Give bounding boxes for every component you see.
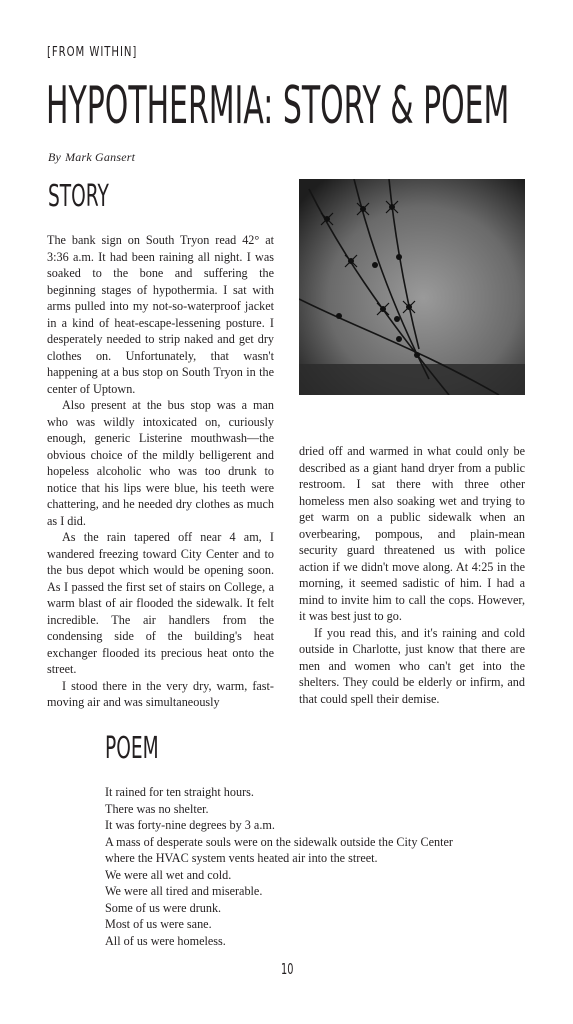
story-paragraph: dried off and warmed in what could only be described as a giant hand dryer from a public restroom. I sat there with three other homeless men also soaking wet and trying to get warm on a public sidewalk when an overbearing, pompous, and plain-mean security guard threatened us with police action if we didn't move along. At 4:25 in the morning, it seemed sadistic of him. I had a mind to invite him to call the cops. However, it was best just to go. — [299, 444, 525, 623]
poem-line: We were all tired and miserable. — [105, 884, 263, 898]
story-paragraph: As the rain tapered off near 4 am, I wandered freezing toward City Center and to the bus depot which would be opening soon. As I passed the first set of stairs on College, a warm blast of air flooded the sidewalk. It felt incredible. The air handlers from the condensing side of the building's heat exchanger flooded its precious heat onto the street. — [47, 530, 274, 676]
poem-line: Most of us were sane. — [105, 917, 212, 931]
page-number: 10 — [281, 960, 294, 978]
byline-prefix: By — [48, 150, 62, 164]
story-column-right — [299, 443, 525, 707]
story-paragraph: Also present at the bus stop was a man who was wildly intoxicated on, curiously enough, generic Listerine mouthwash—the obvious choice of the mildly belligerent and hopeless alcoholic who was too drunk to notice that his lips were blue, his teeth were chattering, and he needed dry clothes as much as I did. — [47, 398, 274, 528]
poem-line: where the HVAC system vents heated air into the street. — [105, 851, 378, 865]
section-kicker: [FROM WITHIN] — [47, 45, 138, 60]
story-paragraph: If you read this, and it's raining and cold outside in Charlotte, just know that there are men and women who can't get into the shelters. They could be elderly or infirm, and that could spell their demise. — [299, 625, 525, 706]
poem-line: It was forty-nine degrees by 3 a.m. — [105, 818, 275, 832]
barbed-wire-photo — [299, 179, 525, 395]
story-paragraph: The bank sign on South Tryon read 42° at 3:36 a.m. It had been raining all night. I was soaked to the bone and suffering the beginning stages of hypothermia. I sat with arms pulled into my not-so-waterproof jacket in a kind of heat-escape-lessening posture. I desperately needed to strip naked and get dry clothes on. Unfortunately, that wasn't happening at a bus stop on South Tryon in the center of Uptown. — [47, 233, 274, 396]
poem-line: All of us were homeless. — [105, 933, 226, 948]
poem-line: It rained for ten straight hours. — [105, 785, 254, 799]
poem-body — [105, 784, 453, 949]
byline — [48, 150, 135, 165]
poem-line: A mass of desperate souls were on the sidewalk outside the City Center — [105, 834, 453, 849]
story-paragraph: I stood there in the very dry, warm, fast-moving air and was simultaneously — [47, 678, 274, 709]
story-column-left — [47, 232, 274, 711]
article-title: HYPOTHERMIA: STORY & POEM — [46, 76, 510, 136]
poem-line: Some of us were drunk. — [105, 900, 222, 915]
poem-heading: POEM — [105, 731, 159, 766]
poem-line: We were all wet and cold. — [105, 867, 232, 882]
poem-line: There was no shelter. — [105, 801, 209, 816]
author-name: Mark Gansert — [65, 150, 136, 164]
story-heading: STORY — [48, 179, 109, 214]
